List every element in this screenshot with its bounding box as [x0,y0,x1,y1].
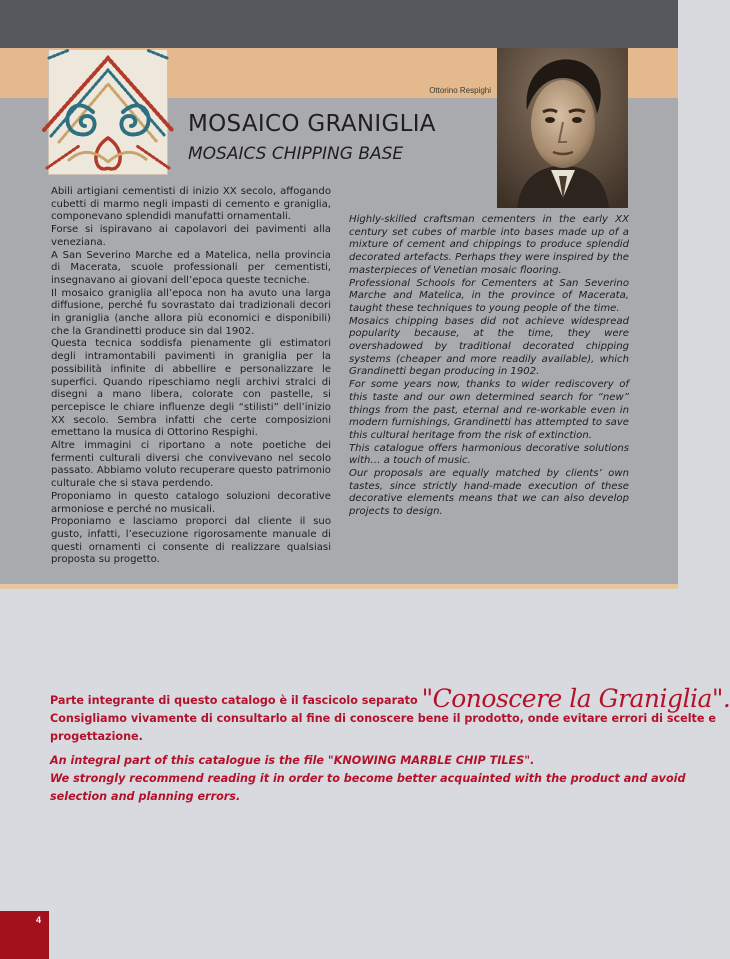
notice-italian-line-2: Consigliamo vivamente di consultarlo al fine di conoscere bene il prodotto, onde evitare errori di scelte e [50,712,716,725]
english-paragraph: For some years now, thanks to wider rediscovery of this taste and our own determined search for “new” things from the past, eternal and re-workable even in modern furnishings, Grandinetti has attempted to save this cultural heritage from the risk of extinction. [349,379,629,441]
english-paragraph: Our proposals are equally matched by clients’ own tastes, since strictly hand-made execution of these decorative elements means that we can also develop projects to design. [349,468,629,518]
page-subtitle: MOSAICS CHIPPING BASE [188,144,404,164]
english-paragraph: This catalogue offers harmonious decorative solutions with… a touch of music. [349,442,629,467]
italian-text-column [51,186,331,567]
notice-english-line-2: We strongly recommend reading it in order to become better acquainted with the product and avoid [50,772,686,785]
respighi-portrait-photo [497,48,628,208]
italian-paragraph: Abili artigiani cementisti di inizio XX secolo, affogando cubetti di marmo negli impasti di cemento e graniglia, componevano splendidi manufatti ornamentali. [51,186,331,223]
notice-italian-line-1 [50,684,730,713]
notice-italian-line-3: progettazione. [50,730,143,743]
notice-english-line-1: An integral part of this catalogue is the file "KNOWING MARBLE CHIP TILES". [50,754,535,767]
italian-paragraph: Forse si ispiravano ai capolavori dei pavimenti alla veneziana. [51,224,331,248]
reference-notice [50,684,730,806]
booklet-title-script: "Conoscere la Graniglia". [421,684,730,713]
page-number: 4 [36,915,42,925]
notice-italian-text: Parte integrante di questo catalogo è il fascicolo separato [50,694,422,707]
italian-paragraph: Altre immagini ci riportano a note poetiche dei fermenti culturali diversi che convivevano nel secolo passato. Abbiamo voluto recuperare questo patrimonio culturale che si stava perdendo. [51,440,331,490]
page-number-box [0,911,49,959]
photo-credit: Ottorino Respighi [429,86,491,95]
top-bar [0,0,678,48]
english-paragraph: Mosaics chipping bases did not achieve widespread popularity because, at the time, they were overshadowed by traditional decorated chipping systems (cheaper and more readily available), which Grandinetti began producing in 1902. [349,315,629,378]
italian-paragraph: Il mosaico graniglia all’epoca non ha avuto una larga diffusione, perché fu sovrastato dai tradizionali decori in graniglia (anche allora più economici e disponibili) che la Grandinetti produce sin dal 1902. [51,287,331,337]
english-paragraph: Professional Schools for Cementers at San Severino Marche and Matelica, in the province of Macerata, taught these techniques to young people of the time. [349,277,629,314]
english-paragraph: Highly-skilled craftsman cementers in the early XX century set cubes of marble into bases made up of a mixture of cement and chippings to produce splendid decorated artefacts. Perhaps they were inspired by the masterpieces of Venetian mosaic flooring. [349,214,629,276]
english-text-column [349,214,629,519]
italian-paragraph: Proponiamo in questo catalogo soluzioni decorative armoniose e perché no musicali. [51,490,331,515]
page-title: MOSAICO GRANIGLIA [188,111,436,137]
italian-paragraph: A San Severino Marche ed a Matelica, nella provincia di Macerata, scuole professionali per cementisti, insegnavano ai giovani dell’epoca queste tecniche. [51,249,331,286]
italian-paragraph: Proponiamo e lasciamo proporci dal cliente il suo gusto, infatti, l’esecuzione rigorosamente manuale di questi ornamenti ci consente di realizzare qualsiasi proposta su progetto. [51,516,331,566]
mosaic-pattern-image [49,50,167,174]
notice-english-line-3: selection and planning errors. [50,790,241,803]
italian-paragraph: Questa tecnica soddisfa pienamente gli estimatori degli intramontabili pavimenti in graniglia per la possibilità infinite di abbellire e personalizzare le superfici. Quando ripeschiamo negli archivi stralci di disegni a mano libera, colorate con pastelle, si percepisce le chiare influenze degli “stilisti” dell’inizio XX secolo. Sembra infatti che certe composizioni emettano la musica di Ottorino Respighi. [51,338,331,439]
